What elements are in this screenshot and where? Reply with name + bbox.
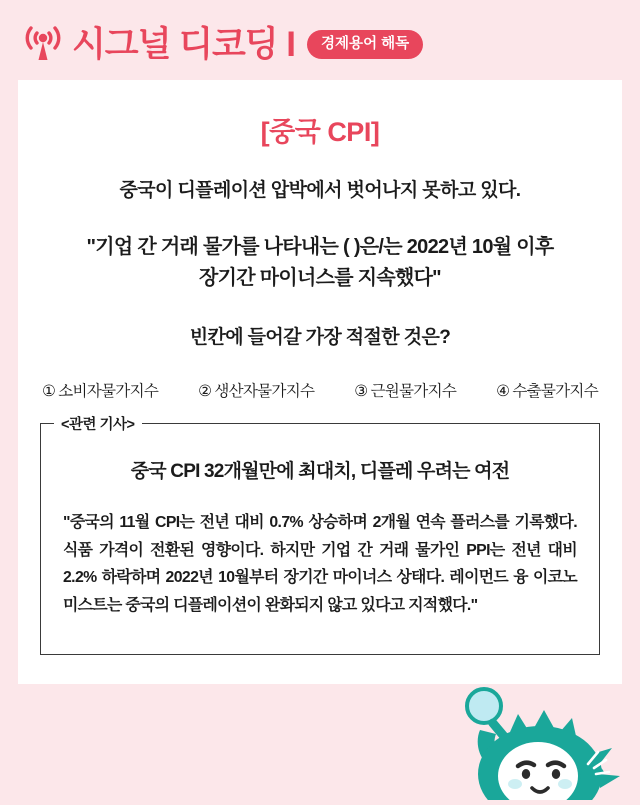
page-header <box>0 0 640 84</box>
quiz-choice-3[interactable] <box>354 379 456 401</box>
quiz-quote-line-1: "기업 간 거래 물가를 나타내는 ( )은/는 2022년 10월 이후 <box>86 236 554 258</box>
teal-monster-mascot <box>422 670 632 800</box>
quiz-question: 빈칸에 들어갈 가장 적절한 것은? <box>189 327 451 348</box>
quiz-quote <box>40 232 600 294</box>
quiz-card <box>18 80 622 684</box>
related-article <box>40 417 600 655</box>
quiz-choice-2-number: ② <box>198 383 212 400</box>
quiz-quote-line-2: 장기간 마이너스를 지속했다" <box>199 267 441 289</box>
quiz-choice-1-label: 소비자물가지수 <box>58 383 159 400</box>
quiz-choice-4[interactable] <box>496 379 598 401</box>
quiz-choice-1-number: ① <box>42 383 56 400</box>
quiz-choices <box>40 379 600 401</box>
brand-title: 시그널 디코딩 I <box>72 24 296 64</box>
article-body: "중국의 11월 CPI는 전년 대비 0.7% 상승하며 2개월 연속 플러스를 기록했다. 식품 가격이 전환된 영향이다. 하지만 기업 간 거래 물가인 PPI는 전년 대비 2.2% 하락하며 2022년 10월부터 장기간 마이너스 상태다. 레이먼드 융 이코노미스트는 중국의 디플레이션이 완화되지 않고 있다고 지적했다." <box>63 514 577 614</box>
related-article-box <box>40 423 600 655</box>
quiz-choice-3-label: 근원물가지수 <box>370 383 457 400</box>
quiz-choice-2[interactable] <box>198 379 314 401</box>
quiz-lead-text: 중국이 디플레이션 압박에서 벗어나지 못하고 있다. <box>119 180 521 201</box>
quiz-title: [중국 CPI] <box>260 117 380 147</box>
quiz-choice-4-label: 수출물가지수 <box>512 383 598 400</box>
quiz-choice-2-label: 생산자물가지수 <box>214 383 315 400</box>
quiz-choice-4-number: ④ <box>496 383 510 400</box>
article-tag-label: <관련 기사> <box>54 413 142 434</box>
category-badge: 경제용어 해독 <box>307 30 423 60</box>
quiz-choice-1[interactable] <box>42 379 158 401</box>
signal-antenna-icon <box>16 15 70 69</box>
quiz-choice-3-number: ③ <box>354 383 368 400</box>
article-headline: 중국 CPI 32개월만에 최대치, 디플레 우려는 여전 <box>130 461 510 482</box>
